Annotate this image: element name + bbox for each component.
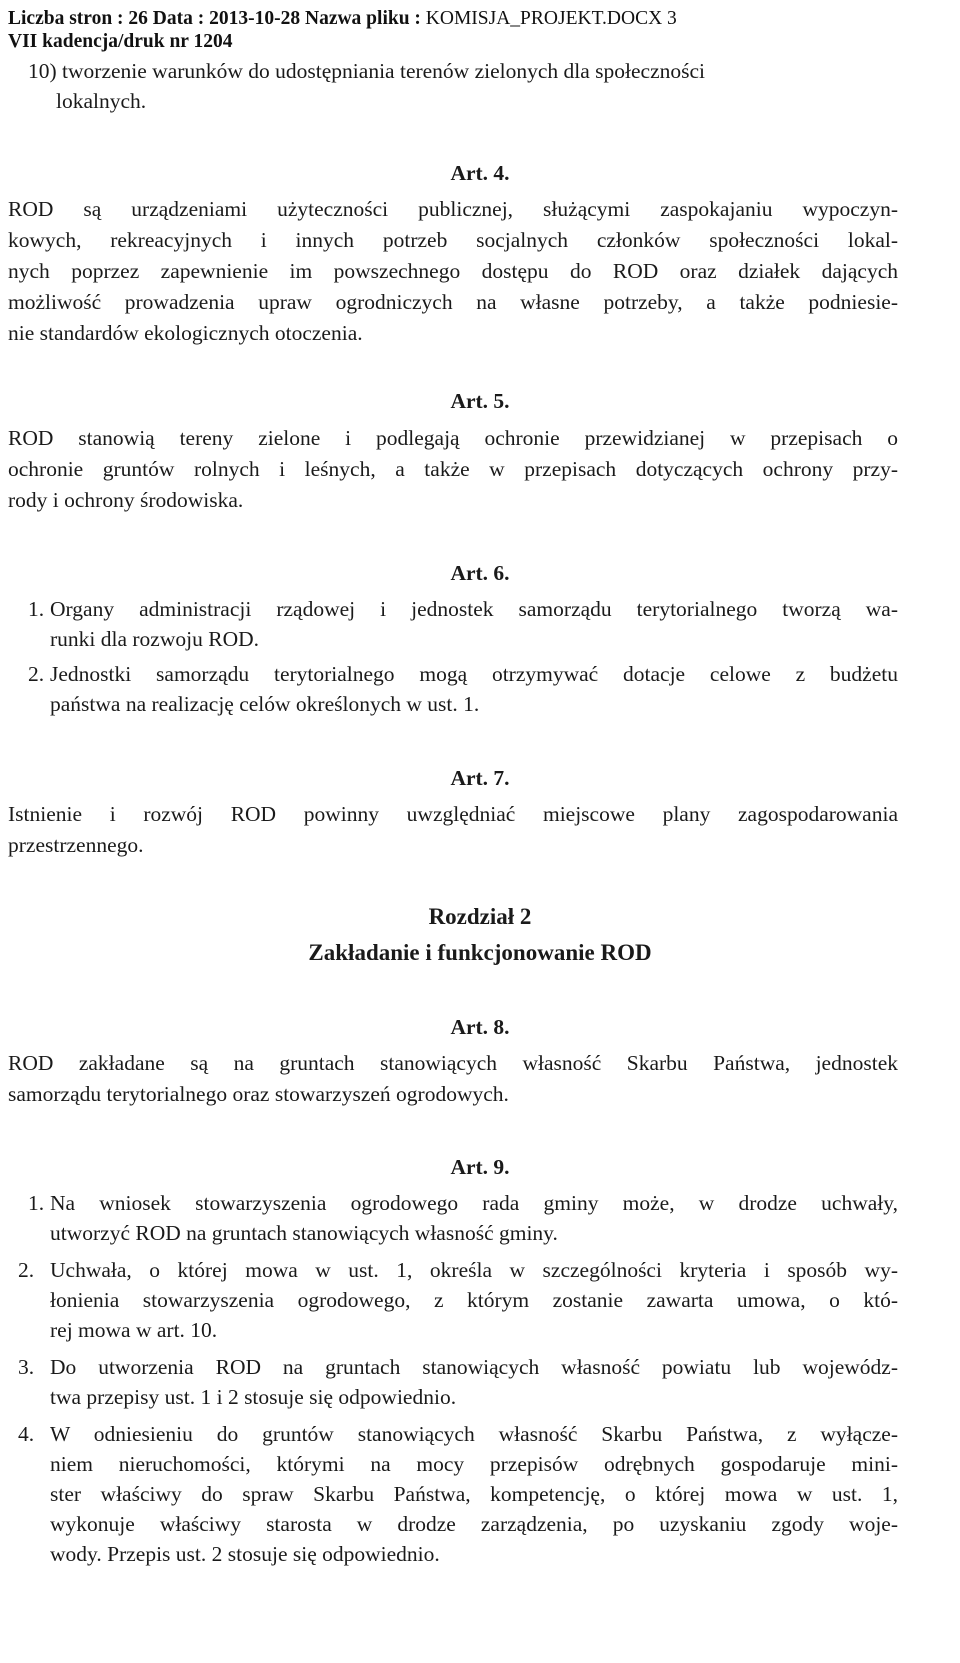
chapter-title: Rozdział 2 <box>428 904 532 929</box>
art-9-p4-line: ster właściwy do spraw Skarbu Państwa, kompetencję, o której mowa w ust. 1, <box>50 1482 898 1506</box>
art-9-heading: Art. 9. <box>450 1155 510 1179</box>
art-9-p2-line: Uchwała, o której mowa w ust. 1, określa w szczególności kryteria i sposób wy- <box>50 1258 898 1282</box>
art-5-line: ochronie gruntów rolnych i leśnych, a także w przepisach dotyczących ochrony przy- <box>8 457 898 481</box>
art-4-line: nie standardów ekologicznych otoczenia. <box>8 321 363 345</box>
art-9-p4-line: W odniesieniu do gruntów stanowiących własność Skarbu Państwa, z wyłącze- <box>50 1422 898 1446</box>
art-9-p1-line: Na wniosek stowarzyszenia ogrodowego rada gminy może, w drodze uchwały, <box>50 1191 898 1215</box>
item-10-line-2: lokalnych. <box>56 89 147 113</box>
art-7-line: Istnienie i rozwój ROD powinny uwzględniać miejscowe plany zagospodarowania <box>8 802 898 826</box>
item-10-line-1: 10) tworzenie warunków do udostępniania terenów zielonych dla społeczności <box>28 59 706 83</box>
art-4-line: ROD są urządzeniami użyteczności publicznej, służącymi zaspokajaniu wypoczyn- <box>8 197 898 221</box>
art-6-p2-number: 2. <box>28 662 45 686</box>
art-6-p1-line: runki dla rozwoju ROD. <box>50 627 259 651</box>
art-4-line: możliwość prowadzenia upraw ogrodniczych na własne potrzeby, a także podniesie- <box>8 290 898 314</box>
page-header-line-2: VII kadencja/druk nr 1204 <box>8 31 233 52</box>
art-6-p1-line: Organy administracji rządowej i jednostek samorządu terytorialnego tworzą wa- <box>50 597 898 621</box>
art-5-heading: Art. 5. <box>450 389 510 413</box>
art-9-p2-number: 2. <box>18 1258 35 1282</box>
art-5-line: rody i ochrony środowiska. <box>8 488 244 512</box>
art-4-heading: Art. 4. <box>450 161 510 185</box>
art-5-line: ROD stanowią tereny zielone i podlegają ochronie przewidzianej w przepisach o <box>8 426 898 450</box>
art-6-p1-number: 1. <box>28 597 45 621</box>
art-9-p4-line: wody. Przepis ust. 2 stosuje się odpowiednio. <box>50 1542 440 1566</box>
art-9-p3-line: twa przepisy ust. 1 i 2 stosuje się odpowiednio. <box>50 1385 457 1409</box>
chapter-subtitle: Zakładanie i funkcjonowanie ROD <box>308 940 652 965</box>
art-8-heading: Art. 8. <box>450 1015 510 1039</box>
art-8-line: samorządu terytorialnego oraz stowarzyszeń ogrodowych. <box>8 1082 509 1106</box>
art-6-p2-line: państwa na realizację celów określonych w ust. 1. <box>50 692 480 716</box>
art-9-p2-line: łonienia stowarzyszenia ogrodowego, z którym zostanie zawarta umowa, o któ- <box>50 1288 898 1312</box>
art-4-line: kowych, rekreacyjnych i innych potrzeb socjalnych członków społeczności lokal- <box>8 228 898 252</box>
art-4-line: nych poprzez zapewnienie im powszechnego dostępu do ROD oraz działek dających <box>8 259 898 283</box>
art-6-p2-line: Jednostki samorządu terytorialnego mogą otrzymywać dotacje celowe z budżetu <box>50 662 898 686</box>
art-7-heading: Art. 7. <box>450 766 510 790</box>
art-6-heading: Art. 6. <box>450 561 510 585</box>
art-7-line: przestrzennego. <box>8 833 144 857</box>
art-9-p1-number: 1. <box>28 1191 45 1215</box>
art-9-p3-line: Do utworzenia ROD na gruntach stanowiących własność powiatu lub wojewódz- <box>50 1355 898 1379</box>
art-9-p2-line: rej mowa w art. 10. <box>50 1318 218 1342</box>
art-8-line: ROD zakładane są na gruntach stanowiących własność Skarbu Państwa, jednostek <box>8 1051 898 1075</box>
header-metadata: Liczba stron : 26 Data : 2013-10-28 Nazwa pliku : <box>8 8 426 29</box>
header-filename: KOMISJA_PROJEKT.DOCX 3 <box>425 8 677 29</box>
art-9-p4-number: 4. <box>18 1422 35 1446</box>
art-9-p3-number: 3. <box>18 1355 35 1379</box>
page-header-line-1 <box>8 8 677 30</box>
art-9-p1-line: utworzyć ROD na gruntach stanowiących własność gminy. <box>50 1221 558 1245</box>
art-9-p4-line: niem nieruchomości, którymi na mocy przepisów odrębnych gospodaruje mini- <box>50 1452 898 1476</box>
art-9-p4-line: wykonuje właściwy starosta w drodze zarządzenia, po uzyskaniu zgody woje- <box>50 1512 898 1536</box>
